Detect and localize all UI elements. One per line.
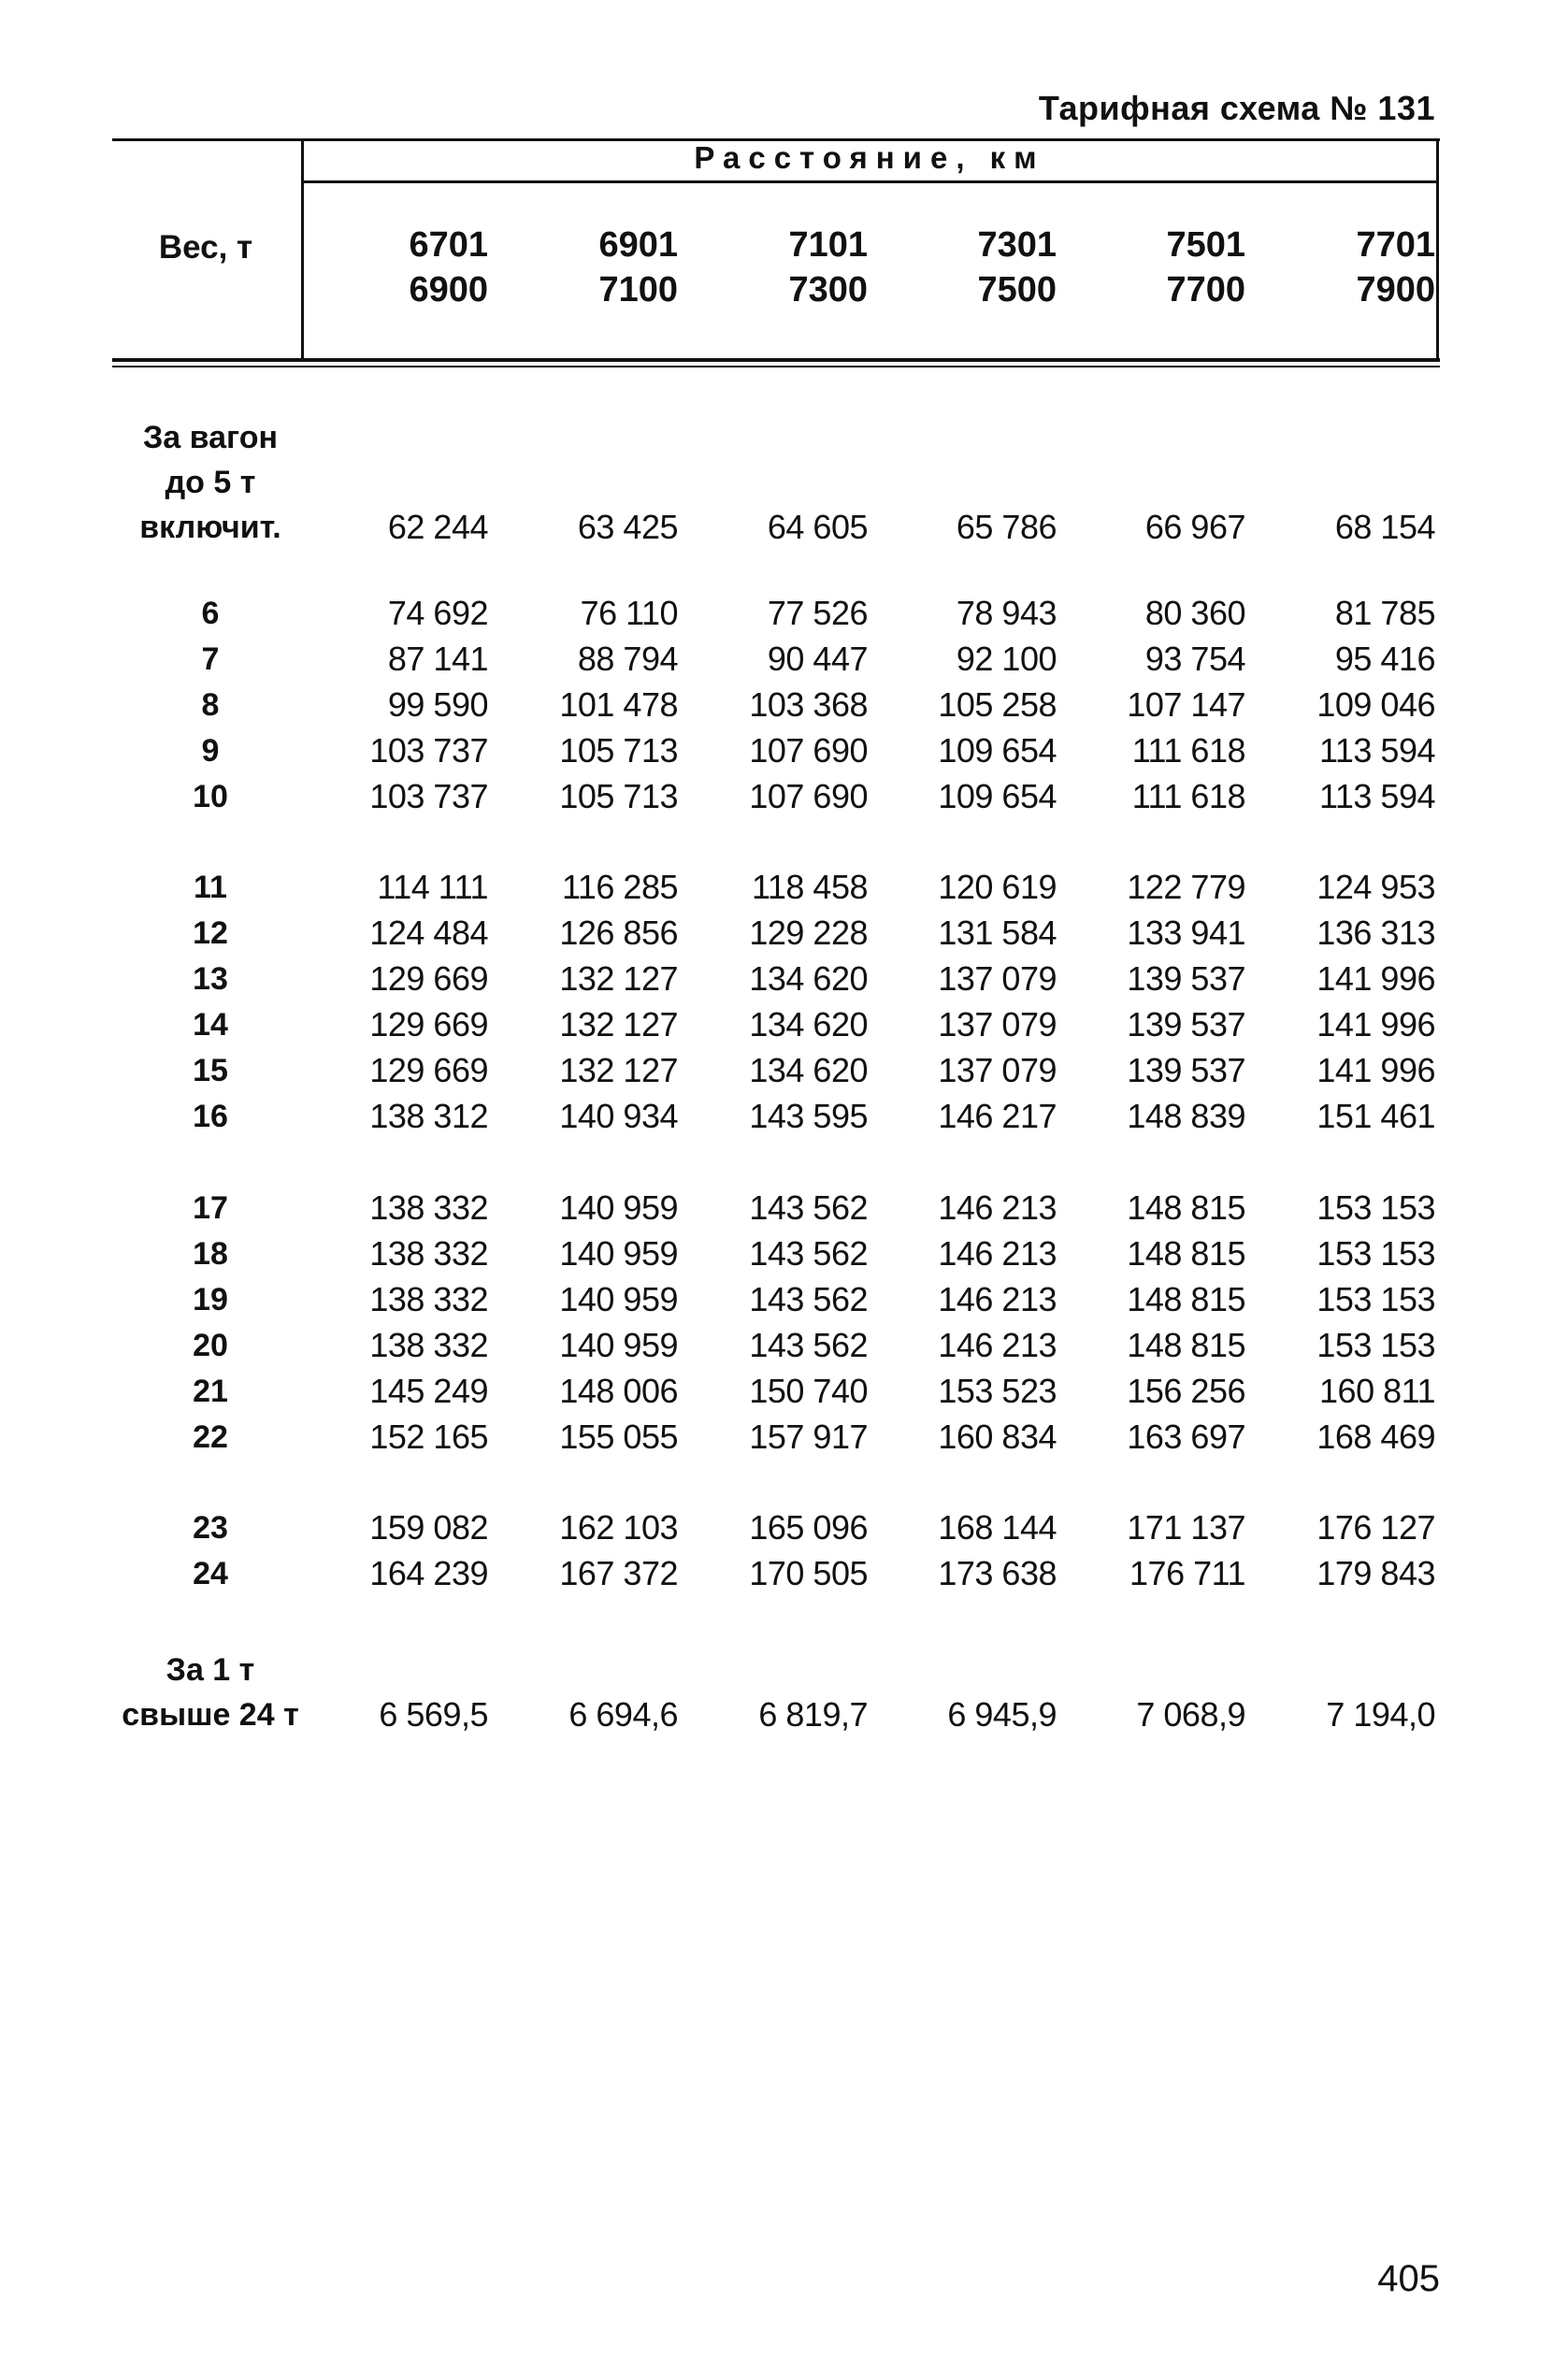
table-cell: 148 815	[1127, 1280, 1245, 1318]
table-cell: 66 967	[1144, 508, 1245, 546]
distance-range-6	[1286, 223, 1435, 312]
table-cell: 87 141	[387, 640, 488, 678]
table-cell: 105 713	[559, 777, 678, 815]
range-from: 7301	[977, 225, 1057, 265]
header-bottom-rule	[112, 358, 1440, 362]
table-cell: 148 815	[1127, 1326, 1245, 1364]
table-cell: 109 046	[1316, 685, 1435, 724]
table-cell: 139 537	[1127, 1005, 1245, 1044]
table-cell: 160 834	[938, 1418, 1057, 1456]
table-cell: 131 584	[938, 914, 1057, 952]
distance-range-4	[907, 223, 1057, 312]
table-cell: 63 425	[577, 508, 678, 546]
table-cell: 146 213	[938, 1234, 1057, 1273]
row-label: 18	[193, 1236, 228, 1272]
table-cell: 122 779	[1127, 868, 1245, 906]
table-cell: 138 332	[369, 1326, 488, 1364]
table-cell: 65 786	[956, 508, 1057, 546]
table-cell: 99 590	[387, 685, 488, 724]
table-cell: 153 153	[1316, 1326, 1435, 1364]
distance-range-3	[718, 223, 868, 312]
table-cell: 148 815	[1127, 1234, 1245, 1273]
table-cell: 129 669	[369, 1005, 488, 1044]
table-cell: 101 478	[559, 685, 678, 724]
header-bottom-rule-thin	[112, 366, 1440, 367]
table-cell: 179 843	[1316, 1554, 1435, 1592]
table-cell: 153 153	[1316, 1280, 1435, 1318]
table-cell: 168 144	[938, 1508, 1057, 1547]
weight-label: Вес, т	[158, 229, 253, 266]
table-cell: 80 360	[1144, 594, 1245, 632]
table-cell: 107 147	[1127, 685, 1245, 724]
table-cell: 113 594	[1319, 731, 1435, 770]
table-cell: 153 153	[1316, 1234, 1435, 1273]
table-cell: 90 447	[767, 640, 868, 678]
table-cell: 136 313	[1316, 914, 1435, 952]
scheme-title: Тарифная схема № 131	[1038, 89, 1435, 127]
range-from: 6701	[409, 225, 488, 265]
page-number: 405	[1377, 2258, 1440, 2299]
table-cell: 140 959	[559, 1326, 678, 1364]
table-cell: 129 228	[749, 914, 868, 952]
table-cell: 152 165	[369, 1418, 488, 1456]
range-from: 7101	[788, 225, 868, 265]
table-cell: 77 526	[767, 594, 868, 632]
table-cell: 6 694,6	[568, 1695, 678, 1734]
table-cell: 132 127	[559, 1005, 678, 1044]
table-cell: 6 819,7	[758, 1695, 868, 1734]
row-label: 14	[193, 1007, 228, 1043]
table-cell: 148 839	[1127, 1097, 1245, 1135]
table-cell: 132 127	[559, 959, 678, 998]
row-label: За вагон до 5 т включит.	[139, 420, 281, 545]
table-cell: 176 711	[1129, 1554, 1245, 1592]
row-label: 15	[193, 1053, 228, 1088]
table-cell: 140 959	[559, 1188, 678, 1227]
table-cell: 74 692	[387, 594, 488, 632]
table-cell: 6 945,9	[947, 1695, 1057, 1734]
row-label: 22	[193, 1419, 228, 1455]
table-cell: 162 103	[559, 1508, 678, 1547]
range-from: 7501	[1166, 225, 1245, 265]
row-label: 12	[193, 915, 228, 951]
table-cell: 134 620	[749, 1005, 868, 1044]
row-label: 6	[201, 596, 220, 631]
table-cell: 95 416	[1334, 640, 1435, 678]
table-cell: 103 737	[369, 731, 488, 770]
table-cell: 124 953	[1316, 868, 1435, 906]
table-cell: 143 595	[749, 1097, 868, 1135]
range-to: 7700	[1166, 270, 1245, 309]
table-cell: 138 332	[369, 1234, 488, 1273]
range-from: 6901	[598, 225, 678, 265]
row-label: 17	[193, 1190, 228, 1226]
table-cell: 140 959	[559, 1234, 678, 1273]
table-cell: 7 068,9	[1136, 1695, 1245, 1734]
table-cell: 171 137	[1127, 1508, 1245, 1547]
table-cell: 116 285	[562, 868, 678, 906]
table-cell: 111 618	[1131, 731, 1245, 770]
table-cell: 143 562	[749, 1326, 868, 1364]
table-cell: 143 562	[749, 1280, 868, 1318]
table-cell: 140 934	[559, 1097, 678, 1135]
table-cell: 118 458	[752, 868, 868, 906]
table-cell: 132 127	[559, 1051, 678, 1089]
distance-range-2	[528, 223, 678, 312]
table-cell: 145 249	[369, 1372, 488, 1410]
table-cell: 92 100	[956, 640, 1057, 678]
row-label: 10	[193, 779, 228, 814]
range-to: 7900	[1356, 270, 1435, 309]
row-label: 8	[201, 687, 220, 723]
table-cell: 105 713	[559, 731, 678, 770]
header-middle-rule	[301, 180, 1439, 183]
table-cell: 103 737	[369, 777, 488, 815]
distance-range-1	[338, 223, 488, 312]
table-cell: 148 815	[1127, 1188, 1245, 1227]
table-cell: 107 690	[749, 731, 868, 770]
table-cell: 141 996	[1316, 1005, 1435, 1044]
table-cell: 133 941	[1127, 914, 1245, 952]
distance-label: Расстояние, км	[694, 140, 1045, 175]
table-cell: 159 082	[369, 1508, 488, 1547]
table-cell: 170 505	[749, 1554, 868, 1592]
table-cell: 113 594	[1319, 777, 1435, 815]
table-cell: 68 154	[1334, 508, 1435, 546]
row-label: 21	[193, 1374, 228, 1409]
table-cell: 164 239	[369, 1554, 488, 1592]
table-cell: 88 794	[577, 640, 678, 678]
table-cell: 153 153	[1316, 1188, 1435, 1227]
table-cell: 111 618	[1131, 777, 1245, 815]
table-cell: 153 523	[938, 1372, 1057, 1410]
row-label: 24	[193, 1556, 228, 1591]
table-cell: 146 213	[938, 1280, 1057, 1318]
table-cell: 143 562	[749, 1188, 868, 1227]
table-cell: 64 605	[767, 508, 868, 546]
table-cell: 146 217	[938, 1097, 1057, 1135]
table-cell: 6 569,5	[379, 1695, 488, 1734]
table-cell: 134 620	[749, 959, 868, 998]
table-cell: 146 213	[938, 1326, 1057, 1364]
table-cell: 139 537	[1127, 1051, 1245, 1089]
row-label: 9	[201, 733, 220, 769]
row-label: 19	[193, 1282, 228, 1317]
table-cell: 134 620	[749, 1051, 868, 1089]
range-to: 6900	[409, 270, 488, 309]
table-cell: 138 332	[369, 1280, 488, 1318]
table-cell: 143 562	[749, 1234, 868, 1273]
table-cell: 146 213	[938, 1188, 1057, 1227]
table-cell: 140 959	[559, 1280, 678, 1318]
table-cell: 129 669	[369, 1051, 488, 1089]
table-cell: 173 638	[938, 1554, 1057, 1592]
row-label: За 1 т свыше 24 т	[122, 1652, 299, 1733]
table-cell: 168 469	[1316, 1418, 1435, 1456]
table-cell: 160 811	[1319, 1372, 1435, 1410]
table-cell: 138 332	[369, 1188, 488, 1227]
table-cell: 139 537	[1127, 959, 1245, 998]
range-to: 7300	[788, 270, 868, 309]
row-label: 13	[193, 961, 228, 997]
distance-range-5	[1096, 223, 1245, 312]
table-cell: 137 079	[938, 959, 1057, 998]
table-cell: 176 127	[1316, 1508, 1435, 1547]
table-cell: 109 654	[938, 731, 1057, 770]
table-cell: 167 372	[559, 1554, 678, 1592]
header-right-rule	[1436, 138, 1439, 359]
table-cell: 137 079	[938, 1005, 1057, 1044]
table-cell: 124 484	[369, 914, 488, 952]
table-cell: 156 256	[1127, 1372, 1245, 1410]
row-label: 23	[193, 1510, 228, 1546]
table-cell: 78 943	[956, 594, 1057, 632]
table-cell: 109 654	[938, 777, 1057, 815]
table-cell: 93 754	[1144, 640, 1245, 678]
table-cell: 150 740	[749, 1372, 868, 1410]
table-cell: 129 669	[369, 959, 488, 998]
table-cell: 138 312	[369, 1097, 488, 1135]
table-cell: 107 690	[749, 777, 868, 815]
table-cell: 165 096	[749, 1508, 868, 1547]
table-cell: 7 194,0	[1326, 1695, 1435, 1734]
table-cell: 141 996	[1316, 1051, 1435, 1089]
table-cell: 148 006	[559, 1372, 678, 1410]
table-cell: 157 917	[749, 1418, 868, 1456]
row-label: 16	[193, 1099, 228, 1134]
row-label: 20	[193, 1328, 228, 1363]
table-cell: 155 055	[559, 1418, 678, 1456]
table-cell: 151 461	[1316, 1097, 1435, 1135]
range-to: 7100	[598, 270, 678, 309]
table-cell: 126 856	[559, 914, 678, 952]
table-cell: 141 996	[1316, 959, 1435, 998]
row-label: 11	[194, 870, 227, 905]
table-cell: 62 244	[387, 508, 488, 546]
table-cell: 76 110	[580, 594, 678, 632]
table-cell: 105 258	[938, 685, 1057, 724]
table-cell: 81 785	[1334, 594, 1435, 632]
range-from: 7701	[1356, 225, 1435, 265]
table-cell: 137 079	[938, 1051, 1057, 1089]
table-cell: 163 697	[1127, 1418, 1245, 1456]
table-cell: 103 368	[749, 685, 868, 724]
row-label: 7	[201, 641, 220, 677]
table-cell: 120 619	[938, 868, 1057, 906]
range-to: 7500	[977, 270, 1057, 309]
table-cell: 114 111	[377, 868, 488, 906]
